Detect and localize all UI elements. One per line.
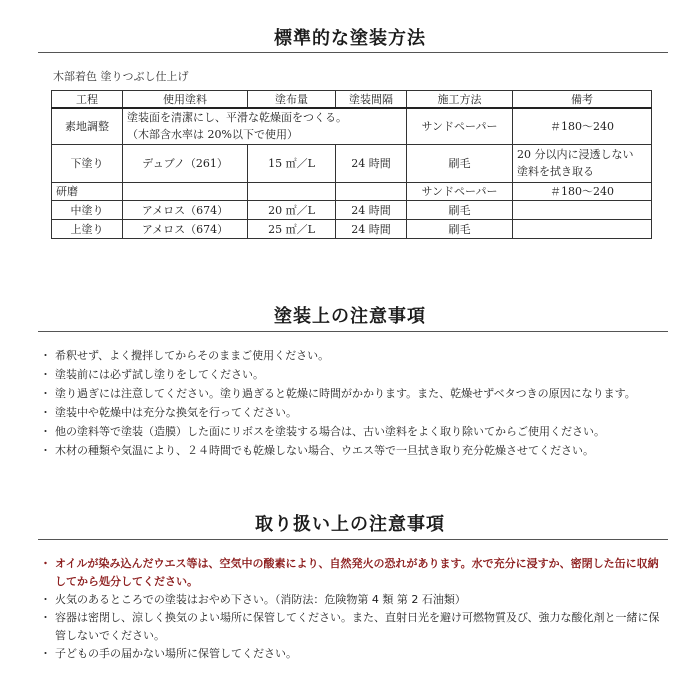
bullet-icon: ・ bbox=[40, 557, 51, 570]
list-item-text: 子どもの手の届かない場所に保管してください。 bbox=[55, 647, 297, 660]
cell-remarks: ＃180〜240 bbox=[513, 108, 652, 144]
header-paint: 使用塗料 bbox=[123, 91, 248, 109]
cell-paint: デュブノ（261） bbox=[123, 144, 248, 182]
cell-paint bbox=[123, 182, 248, 200]
list-item-text: 塗装中や乾燥中は充分な換気を行ってください。 bbox=[55, 406, 297, 419]
cell-amount bbox=[248, 182, 336, 200]
table-row bbox=[52, 219, 652, 238]
list-item-text: オイルが染み込んだウエス等は、空気中の酸素により、自然発火の恐れがあります。水で充分に浸すか、密閉した缶に収納してから処分してください。 bbox=[55, 557, 659, 588]
cell-step: 上塗り bbox=[52, 219, 123, 238]
bullet-icon: ・ bbox=[40, 349, 51, 362]
cell-method: 刷毛 bbox=[407, 144, 513, 182]
cell-method: 刷毛 bbox=[407, 200, 513, 219]
header-method: 施工方法 bbox=[407, 91, 513, 109]
list-item bbox=[38, 441, 668, 460]
list-item bbox=[38, 645, 668, 663]
cell-step: 中塗り bbox=[52, 200, 123, 219]
cell-interval: 24 時間 bbox=[336, 219, 407, 238]
cell-text-line: （木部含水率は 20%以下で使用） bbox=[127, 128, 298, 142]
cell-method: サンドペーパー bbox=[407, 182, 513, 200]
cell-remarks: ＃180〜240 bbox=[513, 182, 652, 200]
list-item bbox=[38, 346, 668, 365]
list-item bbox=[38, 422, 668, 441]
list-item-text: 希釈せず、よく攪拌してからそのままご使用ください。 bbox=[55, 349, 330, 362]
cell-interval: 24 時間 bbox=[336, 200, 407, 219]
list-item bbox=[38, 384, 668, 403]
table-caption: 木部着色 塗りつぶし仕上げ bbox=[53, 70, 189, 83]
table-row bbox=[52, 200, 652, 219]
cell-step: 素地調整 bbox=[52, 108, 123, 144]
cell-remarks bbox=[513, 144, 652, 182]
coating-caution-list bbox=[38, 346, 668, 460]
cell-step: 研磨 bbox=[52, 182, 123, 200]
header-amount: 塗布量 bbox=[248, 91, 336, 109]
bullet-icon: ・ bbox=[40, 425, 51, 438]
bullet-icon: ・ bbox=[40, 647, 51, 660]
cell-amount: 15 ㎡／L bbox=[248, 144, 336, 182]
list-item bbox=[38, 403, 668, 422]
list-item bbox=[38, 609, 668, 645]
cell-remarks bbox=[513, 219, 652, 238]
list-item-text: 塗装前には必ず試し塗りをしてください。 bbox=[55, 368, 264, 381]
cell-step: 下塗り bbox=[52, 144, 123, 182]
bullet-icon: ・ bbox=[40, 444, 51, 457]
bullet-icon: ・ bbox=[40, 593, 51, 606]
bullet-icon: ・ bbox=[40, 387, 51, 400]
header-remarks: 備考 bbox=[513, 91, 652, 109]
list-item-text: 容器は密閉し、涼しく換気のよい場所に保管してください。また、直射日光を避け可燃物質及び、強力な酸化剤と一緒に保管しないでください。 bbox=[55, 611, 660, 642]
section-divider-handling bbox=[38, 539, 668, 540]
bullet-icon: ・ bbox=[40, 406, 51, 419]
list-item bbox=[38, 591, 668, 609]
list-item-warning bbox=[38, 555, 668, 591]
section-title-standard-method: 標準的な塗装方法 bbox=[274, 28, 426, 49]
list-item-text: 他の塗料等で塗装（造膜）した面にリボスを塗装する場合は、古い塗料をよく取り除いてからご使用ください。 bbox=[55, 425, 605, 438]
bullet-icon: ・ bbox=[40, 611, 51, 624]
cell-remarks bbox=[513, 200, 652, 219]
cell-text-line: 塗料を拭き取る bbox=[517, 165, 594, 178]
cell-amount: 20 ㎡／L bbox=[248, 200, 336, 219]
bullet-icon: ・ bbox=[40, 368, 51, 381]
list-item bbox=[38, 365, 668, 384]
list-item-text: 塗り過ぎには注意してください。塗り過ぎると乾燥に時間がかかります。また、乾燥せずベタつきの原因になります。 bbox=[55, 387, 636, 400]
cell-surface-prep-description bbox=[123, 108, 407, 144]
table-row bbox=[52, 108, 652, 144]
cell-method: サンドペーパー bbox=[407, 108, 513, 144]
cell-amount: 25 ㎡／L bbox=[248, 219, 336, 238]
header-step: 工程 bbox=[52, 91, 123, 109]
cell-text-line: 20 分以内に浸透しない bbox=[517, 148, 634, 161]
cell-interval: 24 時間 bbox=[336, 144, 407, 182]
section-title-coating-cautions: 塗装上の注意事項 bbox=[274, 306, 426, 327]
cell-text-line: 塗装面を清潔にし、平滑な乾燥面をつくる。 bbox=[127, 111, 347, 125]
table-row bbox=[52, 182, 652, 200]
list-item-text: 木材の種類や気温により、２４時間でも乾燥しない場合、ウエス等で一旦拭き取り充分乾燥させてください。 bbox=[55, 444, 594, 457]
section-title-handling-cautions: 取り扱い上の注意事項 bbox=[255, 514, 445, 535]
coating-spec-table bbox=[51, 90, 652, 239]
cell-paint: アメロス（674） bbox=[123, 200, 248, 219]
section-divider-cautions bbox=[38, 331, 668, 332]
list-item-text: 火気のあるところでの塗装はおやめ下さい。（消防法：危険物第 4 類 第 2 石油類） bbox=[55, 593, 466, 606]
table-row bbox=[52, 144, 652, 182]
table-header-row bbox=[52, 91, 652, 109]
section-divider-standard bbox=[38, 52, 668, 53]
header-interval: 塗装間隔 bbox=[336, 91, 407, 109]
cell-method: 刷毛 bbox=[407, 219, 513, 238]
cell-paint: アメロス（674） bbox=[123, 219, 248, 238]
cell-interval bbox=[336, 182, 407, 200]
handling-caution-list bbox=[38, 555, 668, 663]
